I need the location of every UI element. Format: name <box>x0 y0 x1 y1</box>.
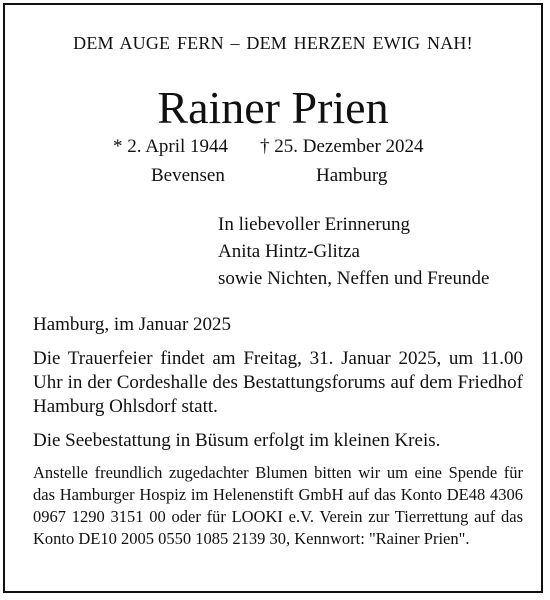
birth-place: Bevensen <box>151 165 225 186</box>
location-date: Hamburg, im Januar 2025 <box>33 314 232 335</box>
motto: DEM AUGE FERN – DEM HERZEN EWIG NAH! <box>73 33 473 53</box>
death-place: Hamburg <box>316 165 388 186</box>
funeral-details: Die Trauerfeier findet am Freitag, 31. Januar 2025, um 11.00 Uhr in der Cordeshalle des Bestattungsforums auf dem Friedhof Hamburg Ohlsdorf statt. <box>33 348 523 417</box>
deceased-name: Rainer Prien <box>157 82 389 133</box>
burial-details: Die Seebestattung in Büsum erfolgt im kleinen Kreis. <box>33 430 441 451</box>
birth-date: * 2. April 1944 <box>113 136 229 157</box>
remembrance-line: In liebevoller Erinnerung <box>218 214 411 235</box>
death-date: † 25. Dezember 2024 <box>260 136 424 157</box>
mourner-family: sowie Nichten, Neffen und Freunde <box>218 268 490 289</box>
mourners-block <box>218 211 489 292</box>
donation-request: Anstelle freundlich zugedachter Blumen bitten wir um eine Spende für das Hamburger Hospiz im Helenenstift GmbH auf das Konto DE48 4306 0967 1290 3151 00 oder für LOOKI e.V. Verein zur Tierrettung auf das Konto DE10 2005 0550 1085 2139 30, Kennwort: "Rainer Prien". <box>33 463 523 548</box>
obituary-card <box>3 3 543 593</box>
mourner-name: Anita Hintz-Glitza <box>218 241 360 262</box>
